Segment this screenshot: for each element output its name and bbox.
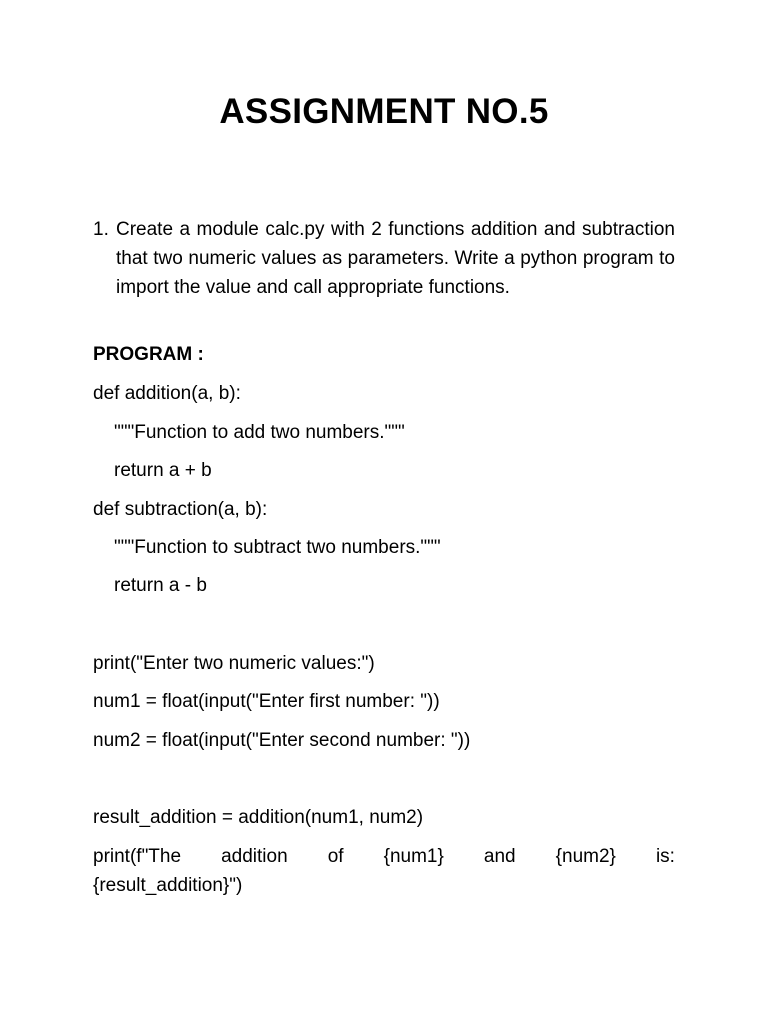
word: and xyxy=(483,846,516,867)
page-title: ASSIGNMENT NO.5 xyxy=(219,92,549,131)
word: addition xyxy=(221,846,288,867)
question-1 xyxy=(93,215,675,302)
code-line-docstring-sub: """Function to subtract two numbers.""" xyxy=(114,537,441,558)
code-line-def-subtraction: def subtraction(a, b): xyxy=(93,499,268,520)
word: of xyxy=(327,846,344,867)
code-line-result-addition: result_addition = addition(num1, num2) xyxy=(93,807,424,828)
question-number: 1. xyxy=(93,219,109,240)
print-result-continuation: {result_addition}") xyxy=(93,875,243,896)
code-line-docstring-add: """Function to add two numbers.""" xyxy=(114,422,405,443)
code-line-def-addition: def addition(a, b): xyxy=(93,383,241,404)
code-line-print-result xyxy=(93,842,675,900)
code-line-return-add: return a + b xyxy=(114,460,212,481)
question-text: Create a module calc.py with 2 functions addition and subtraction that two numeric values as parameters. Write a python program to import the value and call appropriate functions. xyxy=(116,219,675,298)
program-label: PROGRAM : xyxy=(93,344,204,365)
code-line-print-enter: print("Enter two numeric values:") xyxy=(93,653,375,674)
print-result-words xyxy=(93,842,675,871)
code-line-num1: num1 = float(input("Enter first number: ")) xyxy=(93,691,440,712)
code-line-num2: num2 = float(input("Enter second number: ")) xyxy=(93,730,471,751)
code-line-return-sub: return a - b xyxy=(114,575,207,596)
word: {num2} xyxy=(555,846,616,867)
word: {num1} xyxy=(383,846,444,867)
word: print(f"The xyxy=(93,846,182,867)
word: is: xyxy=(655,846,675,867)
